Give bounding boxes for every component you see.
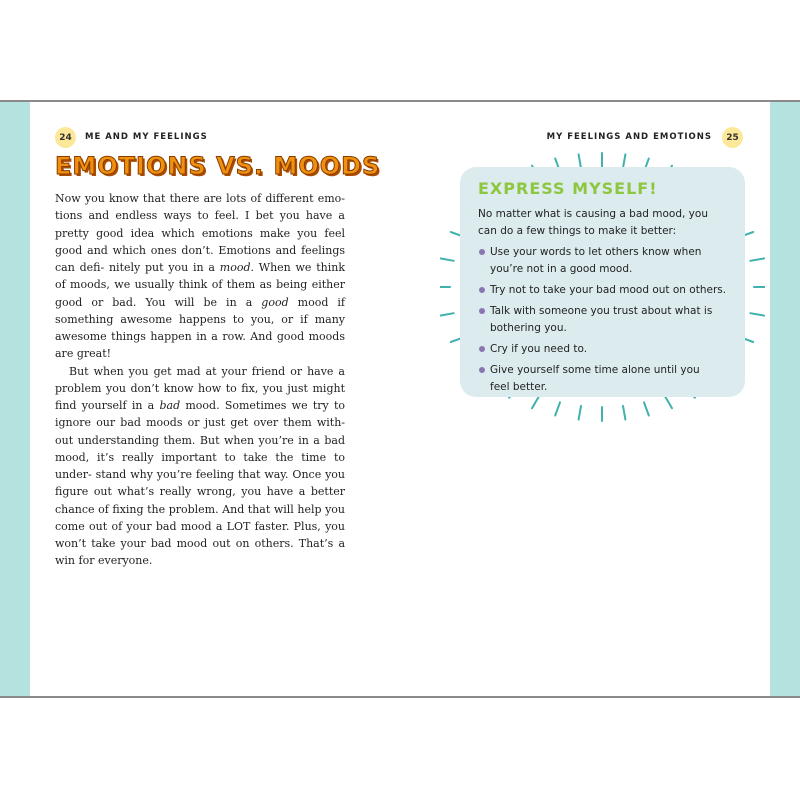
sunburst-ray xyxy=(579,406,581,420)
tip-item: Cry if you need to. xyxy=(478,341,729,358)
sunburst-ray xyxy=(532,396,539,408)
sunburst-ray xyxy=(555,402,560,415)
sunburst-ray xyxy=(644,402,649,415)
sunburst-ray xyxy=(750,258,764,260)
tip-item: Try not to take your bad mood out on others. xyxy=(478,282,729,299)
left-page-number: 24 xyxy=(55,127,76,148)
sunburst-ray xyxy=(623,406,625,420)
bullet-dot xyxy=(479,367,485,373)
sidebar-intro: No matter what is causing a bad mood, you can do a few things to make it better: xyxy=(478,208,708,237)
sidebar-title: EXPRESS MYSELF! xyxy=(478,179,658,198)
tip-item: Give yourself some time alone until you feel better. xyxy=(478,362,729,396)
tip-item: Talk with someone you trust about what is bothering you. xyxy=(478,303,729,337)
express-myself-sidebar xyxy=(460,167,745,397)
chapter-title: EMOTIONS VS. MOODS xyxy=(55,152,381,180)
sunburst-ray xyxy=(440,258,454,260)
right-running-head: MY FEELINGS AND EMOTIONS xyxy=(546,132,712,142)
bullet-dot xyxy=(479,308,485,314)
tips-list xyxy=(478,244,729,396)
right-page-number: 25 xyxy=(722,127,743,148)
tip-item: Use your words to let others know when you’re not in a good mood. xyxy=(478,244,729,278)
body-text xyxy=(55,190,345,570)
emphasis-bad: bad xyxy=(159,399,181,412)
bullet-dot xyxy=(479,249,485,255)
emphasis-good: good xyxy=(261,295,289,309)
paragraph-2: But when you get mad at your friend or have a problem you don’t know how to fix, you just might find yourself in a bad mood. Sometimes we try to ignore our bad moods or just get over them with- out understanding them. But when you’re in a bad mood, it’s really important to take the time to under- stand why you’re feeling that way. Once you figure out what’s really wrong, you have a better chance of fixing the problem. And that will help you come out of your bad mood a LOT faster. Plus, you won’t take your bad mood out on others. That’s a win for everyone. xyxy=(55,364,346,568)
bullet-dot xyxy=(479,287,485,293)
bullet-dot xyxy=(479,346,485,352)
left-running-head: ME AND MY FEELINGS xyxy=(85,132,208,142)
book-spread xyxy=(0,100,800,698)
sunburst-ray xyxy=(665,396,672,408)
left-page-edge xyxy=(0,102,30,696)
right-page-edge xyxy=(770,102,800,696)
emphasis-mood: mood xyxy=(219,261,251,274)
sunburst-ray xyxy=(750,313,764,315)
sunburst-ray xyxy=(440,313,454,315)
paragraph-1: Now you know that there are lots of different emo- tions and endless ways to feel. I bet you have a pretty good idea which emotions make you feel good and which ones don’t. Emotions and feelings can defi- nitely put you in a mood. When we think of moods, we usually think of them as being either good or bad. You will be in a good mood if something awesome happens to you, or if many awesome things happen in a row. And good moods are great! xyxy=(55,192,346,361)
